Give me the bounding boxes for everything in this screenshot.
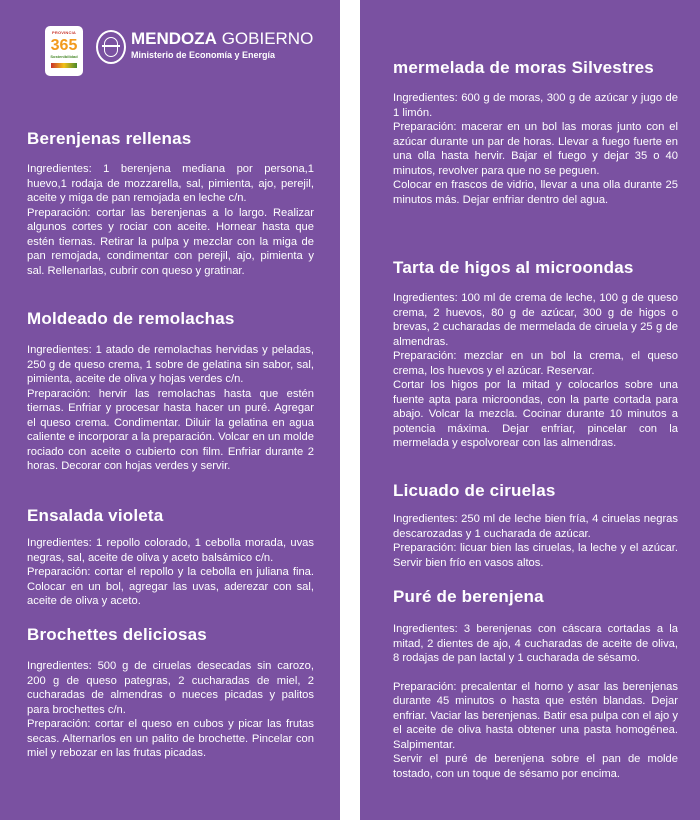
left-recipe-panel	[0, 0, 340, 820]
brand-bold: MENDOZA	[131, 29, 217, 48]
recipe-section	[393, 586, 678, 781]
recipe-section	[27, 308, 314, 474]
government-brand	[131, 29, 313, 61]
recipe-preparation: Preparación: mezclar en un bol la crema, el queso crema, los huevos y el azúcar. Reservar.	[393, 350, 678, 377]
recipe-section	[393, 257, 678, 451]
badge-line1: PROVINCIA	[51, 30, 77, 35]
recipe-preparation: Preparación: cortar el repollo y la cebolla en juliana fina. Colocar en un bol, agregar las uvas, aderezar con sal, aceite de oliva y aceto.	[27, 566, 314, 607]
recipe-section	[393, 57, 678, 207]
province-365-logo	[45, 26, 83, 76]
recipe-section	[27, 624, 314, 761]
recipe-preparation: Preparación: precalentar el horno y asar las berenjenas durante 45 minutos o hasta que estén blandas. Dejar enfriar. Vaciar las berenjenas. Batir esa pulpa con el ajo y el aceite de oliva hasta obtener una pasta homogénea. Salpimentar.	[393, 680, 678, 751]
header	[0, 20, 340, 72]
recipe-ingredients: Ingredientes: 250 ml de leche bien fría, 4 ciruelas negras descarozadas y 1 cucharada de azúcar.	[393, 513, 678, 540]
recipe-title: Puré de berenjena	[393, 587, 544, 606]
recipe-section	[393, 480, 678, 570]
brand-regular: GOBIERNO	[221, 29, 314, 48]
brand-subtitle: Ministerio de Economía y Energía	[131, 50, 276, 60]
recipe-section	[27, 505, 314, 609]
recipe-preparation: Preparación: cortar el queso en cubos y picar las frutas secas. Alternarlos en un palito de brochette. Pincelar con miel y rebozar en las frutas picadas.	[27, 718, 314, 759]
mendoza-seal-icon	[96, 30, 126, 64]
recipe-section	[27, 128, 314, 278]
brand-title	[131, 29, 313, 49]
recipe-title: Berenjenas rellenas	[27, 129, 192, 148]
recipe-ingredients: Ingredientes: 600 g de moras, 300 g de azúcar y jugo de 1 limón.	[393, 92, 678, 119]
recipe-preparation: Preparación: hervir las remolachas hasta que estén tiernas. Enfriar y procesar hasta hacer un puré. Agregar el queso crema. Condimentar. Diluir la gelatina en agua caliente e incorporar a la preparación. Volcar en un molde rociado con aceite o cubierto con film. Enfriar durante 2 horas. Decorar con hojas verdes y servir.	[27, 387, 314, 472]
recipe-preparation: Preparación: macerar en un bol las moras junto con el azúcar durante un par de horas. Llevar a fuego fuerte en una olla hasta hervir. Bajar el fuego y dejar 35 o 40 minutos, revolver para que no se peguen.	[393, 121, 678, 177]
recipe-note: Colocar en frascos de vidrio, llevar a una olla durante 25 minutos más. Dejar enfriar dentro del agua.	[393, 179, 678, 206]
recipe-title: Brochettes deliciosas	[27, 625, 207, 644]
right-recipe-panel	[360, 0, 700, 820]
recipe-note: Cortar los higos por la mitad y colocarlos sobre una fuente apta para microondas, con la parte cortada para abajo. Volcar la mezcla. Cocinar durante 10 minutos a potencia máxima. Dejar enfriar, pincelar con la mermelada y espolvorear con las almendras.	[393, 379, 678, 449]
recipe-ingredients: Ingredientes: 1 berenjena mediana por persona,1 huevo,1 rodaja de mozzarella, sal, pimienta, ajo, perejil, aceite y miga de pan remojada en leche c/n.	[27, 163, 314, 204]
recipe-note: Servir el puré de berenjena sobre el pan de molde tostado, con un toque de sésamo por encima.	[393, 753, 678, 780]
recipe-title: Ensalada violeta	[27, 506, 164, 525]
badge-line2: Sostenibilidad	[50, 54, 78, 59]
recipe-title: mermelada de moras Silvestres	[393, 58, 654, 77]
recipe-ingredients: Ingredientes: 100 ml de crema de leche, 100 g de queso crema, 2 huevos, 80 g de azúcar, 300 g de higos o brevas, 2 cucharadas de mermelada de ciruela y 25 g de almendras.	[393, 292, 678, 348]
recipe-ingredients: Ingredientes: 1 atado de remolachas hervidas y peladas, 250 g de queso crema, 1 sobre de gelatina sin sabor, sal, pimienta, aceite de oliva y hojas verdes c/n.	[27, 344, 314, 385]
badge-number: 365	[50, 37, 78, 54]
recipe-title: Licuado de ciruelas	[393, 481, 556, 500]
recipe-ingredients: Ingredientes: 3 berenjenas con cáscara cortadas a la mitad, 2 dientes de ajo, 4 cucharadas de aceite de oliva, 8 rodajas de pan lactal y 1 cucharada de sésamo.	[393, 623, 678, 664]
badge-stripe	[51, 63, 77, 68]
recipe-title: Moldeado de remolachas	[27, 309, 235, 328]
recipe-preparation: Preparación: cortar las berenjenas a lo largo. Realizar algunos cortes y rociar con aceite. Hornear hasta que estén tiernas. Retirar la pulpa y mezclar con la miga de pan remojada, condimentar con perejil, ajo, pimienta y sal. Rellenarlas, cubrir con queso y gratinar.	[27, 206, 314, 277]
recipe-ingredients: Ingredientes: 1 repollo colorado, 1 cebolla morada, uvas negras, sal, aceite de oliva y aceto balsámico c/n.	[27, 537, 314, 564]
recipe-title: Tarta de higos al microondas	[393, 258, 634, 277]
fold-gap	[340, 0, 360, 820]
recipe-preparation: Preparación: licuar bien las ciruelas, la leche y el azúcar. Servir bien frío en vasos altos.	[393, 542, 678, 569]
recipe-ingredients: Ingredientes: 500 g de ciruelas desecadas sin carozo, 200 g de queso pategras, 2 cucharadas de miel, 2 cucharadas de almendras o nueces picadas y palitos para brochettes c/n.	[27, 660, 314, 716]
